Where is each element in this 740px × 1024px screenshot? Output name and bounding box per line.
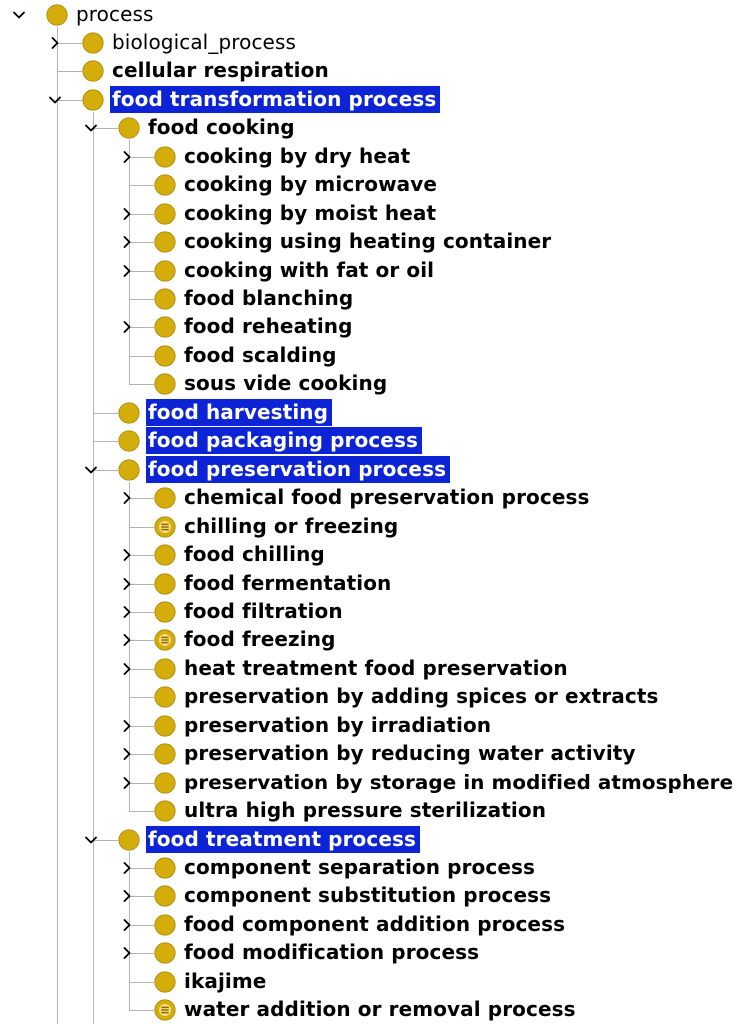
chevron-right-icon[interactable] (48, 36, 62, 50)
chevron-down-icon[interactable] (12, 8, 26, 22)
tree-node-food-component-addition-process[interactable] (0, 911, 740, 939)
chevron-right-icon[interactable] (120, 747, 134, 761)
tree-node-label[interactable]: biological_process (112, 29, 296, 54)
gold-circle-lines-icon (154, 999, 176, 1021)
gold-circle-icon (46, 4, 68, 26)
tree-node-label[interactable]: food blanching (184, 286, 354, 310)
gold-circle-lines-icon (154, 629, 176, 651)
tree-node-label[interactable]: cellular respiration (112, 58, 329, 83)
tree-node-label[interactable]: ikajime (184, 968, 267, 993)
gold-circle-icon (154, 573, 176, 595)
tree-node-cooking-by-moist-heat[interactable] (0, 200, 740, 228)
chevron-right-icon[interactable] (120, 605, 134, 619)
tree-node-food-modification-process[interactable] (0, 939, 740, 967)
gold-circle-icon (118, 459, 140, 481)
gold-circle-icon (118, 117, 140, 139)
tree-node-preservation-by-storage-in-modified-atmosphere[interactable] (0, 769, 740, 797)
gold-circle-icon (154, 345, 176, 367)
tree-node-label[interactable]: process (76, 1, 154, 26)
tree-node-label[interactable]: food preservation process (146, 456, 450, 483)
chevron-right-icon[interactable] (120, 150, 134, 164)
gold-circle-icon (118, 829, 140, 851)
tree-node-label[interactable]: food treatment process (146, 826, 420, 853)
tree-node-label[interactable]: cooking by microwave (184, 172, 438, 197)
tree-node-label[interactable]: food fermentation (184, 570, 392, 595)
tree-node-label[interactable]: food modification process (184, 940, 480, 965)
chevron-right-icon[interactable] (120, 662, 134, 676)
chevron-right-icon[interactable] (120, 719, 134, 733)
gold-circle-icon (154, 174, 176, 196)
gold-circle-icon (154, 885, 176, 907)
tree-node-sous-vide-cooking[interactable] (0, 370, 740, 398)
chevron-right-icon[interactable] (120, 946, 134, 960)
chevron-right-icon[interactable] (120, 861, 134, 875)
tree-node-cooking-with-fat-or-oil[interactable] (0, 257, 740, 285)
tree-node-food-treatment-process[interactable] (0, 826, 740, 854)
tree-node-cooking-using-heating-container[interactable] (0, 228, 740, 256)
tree-node-chemical-food-preservation-process[interactable] (0, 484, 740, 512)
tree-node-label[interactable]: food scalding (184, 342, 337, 367)
chevron-right-icon[interactable] (120, 633, 134, 647)
tree-node-component-substitution-process[interactable] (0, 882, 740, 910)
gold-circle-icon (82, 60, 104, 82)
tree-node-label[interactable]: component substitution process (184, 883, 552, 908)
tree-node-label[interactable]: food component addition process (184, 911, 566, 936)
tree-node-food-preservation-process[interactable] (0, 456, 740, 484)
tree-node-food-filtration[interactable] (0, 598, 740, 626)
tree-node-label[interactable]: ultra high pressure sterilization (184, 798, 547, 823)
tree-node-label[interactable]: food filtration (184, 598, 343, 623)
tree-node-ultra-high-pressure-sterilization[interactable] (0, 797, 740, 825)
chevron-right-icon[interactable] (120, 491, 134, 505)
tree-node-preservation-by-adding-spices-or-extracts[interactable] (0, 683, 740, 711)
gold-circle-icon (118, 430, 140, 452)
tree-node-preservation-by-irradiation[interactable] (0, 712, 740, 740)
gold-circle-icon (82, 32, 104, 54)
gold-circle-icon (154, 203, 176, 225)
tree-node-label[interactable]: cooking by moist heat (184, 200, 437, 225)
gold-circle-icon (154, 715, 176, 737)
tree-node-component-separation-process[interactable] (0, 854, 740, 882)
chevron-right-icon[interactable] (120, 918, 134, 932)
chevron-right-icon[interactable] (120, 776, 134, 790)
tree-node-food-packaging-process[interactable] (0, 427, 740, 455)
tree-node-label[interactable]: preservation by reducing water activity (184, 741, 636, 766)
gold-circle-icon (154, 857, 176, 879)
tree-node-food-scalding[interactable] (0, 342, 740, 370)
gold-circle-icon (118, 402, 140, 424)
tree-node-cooking-by-dry-heat[interactable] (0, 143, 740, 171)
chevron-right-icon[interactable] (120, 320, 134, 334)
tree-node-label[interactable]: chemical food preservation process (184, 485, 590, 510)
tree-node-water-addition-or-removal-process[interactable] (0, 996, 740, 1024)
gold-circle-icon (154, 544, 176, 566)
tree-node-food-blanching[interactable] (0, 285, 740, 313)
gold-circle-icon (154, 942, 176, 964)
chevron-down-icon[interactable] (48, 93, 62, 107)
tree-node-label[interactable]: sous vide cooking (184, 371, 388, 396)
tree-node-label[interactable]: cooking with fat or oil (184, 257, 435, 282)
chevron-down-icon[interactable] (84, 833, 98, 847)
gold-circle-icon (154, 686, 176, 708)
chevron-right-icon[interactable] (120, 548, 134, 562)
tree-node-label[interactable]: food reheating (184, 314, 353, 339)
tree-node-label[interactable]: food transformation process (110, 86, 440, 113)
tree-node-cooking-by-microwave[interactable] (0, 171, 740, 199)
tree-node-label[interactable]: food freezing (184, 627, 336, 652)
gold-circle-icon (154, 316, 176, 338)
gold-circle-icon (154, 260, 176, 282)
tree-node-label[interactable]: cooking using heating container (184, 229, 552, 254)
tree-node-cellular-respiration[interactable] (0, 57, 740, 85)
gold-circle-icon (154, 772, 176, 794)
chevron-right-icon[interactable] (120, 577, 134, 591)
gold-circle-icon (154, 231, 176, 253)
tree-node-heat-treatment-food-preservation[interactable] (0, 655, 740, 683)
tree-node-label[interactable]: cooking by dry heat (184, 143, 411, 168)
gold-circle-icon (154, 800, 176, 822)
gold-circle-icon (154, 146, 176, 168)
chevron-down-icon[interactable] (84, 121, 98, 135)
tree-node-food-harvesting[interactable] (0, 399, 740, 427)
tree-node-label[interactable]: food harvesting (146, 399, 332, 426)
tree-node-label[interactable]: food chilling (184, 542, 325, 567)
gold-circle-icon (154, 743, 176, 765)
chevron-right-icon[interactable] (120, 264, 134, 278)
gold-circle-icon (154, 373, 176, 395)
chevron-right-icon[interactable] (120, 889, 134, 903)
gold-circle-icon (154, 658, 176, 680)
tree-node-food-fermentation[interactable] (0, 570, 740, 598)
tree-node-chilling-or-freezing[interactable] (0, 513, 740, 541)
gold-circle-icon (154, 487, 176, 509)
gold-circle-icon (154, 971, 176, 993)
tree-node-label[interactable]: preservation by irradiation (184, 712, 492, 737)
tree-node-food-transformation-process[interactable] (0, 86, 740, 114)
gold-circle-icon (154, 288, 176, 310)
gold-circle-icon (154, 914, 176, 936)
tree-node-label[interactable]: preservation by adding spices or extracts (184, 684, 659, 709)
tree-node-food-reheating[interactable] (0, 313, 740, 341)
tree-node-label[interactable]: preservation by storage in modified atmosphere (184, 770, 734, 794)
tree-node-process[interactable] (0, 1, 740, 29)
chevron-down-icon[interactable] (84, 463, 98, 477)
tree-node-food-cooking[interactable] (0, 114, 740, 142)
chevron-right-icon[interactable] (120, 235, 134, 249)
tree-node-food-chilling[interactable] (0, 541, 740, 569)
tree-node-food-freezing[interactable] (0, 626, 740, 654)
gold-circle-lines-icon (154, 516, 176, 538)
tree-node-label[interactable]: water addition or removal process (184, 997, 576, 1022)
tree-node-label[interactable]: chilling or freezing (184, 513, 399, 538)
gold-circle-icon (154, 601, 176, 623)
tree-node-label[interactable]: component separation process (184, 855, 536, 879)
chevron-right-icon[interactable] (120, 207, 134, 221)
tree-node-preservation-by-reducing-water-activity[interactable] (0, 740, 740, 768)
tree-node-biological-process[interactable] (0, 29, 740, 57)
tree-node-label[interactable]: heat treatment food preservation (184, 655, 568, 680)
tree-node-label[interactable]: food cooking (148, 115, 295, 140)
gold-circle-icon (82, 89, 104, 111)
tree-node-label[interactable]: food packaging process (146, 427, 422, 454)
tree-node-ikajime[interactable] (0, 968, 740, 996)
